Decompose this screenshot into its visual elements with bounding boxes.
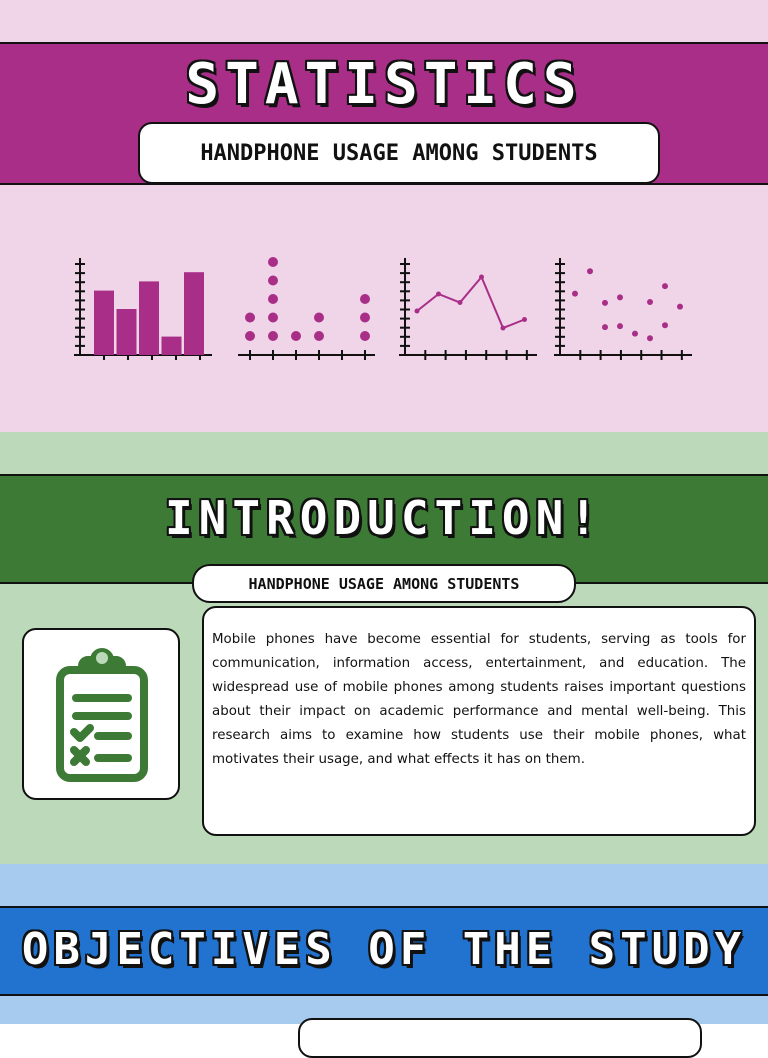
chart-4-point (617, 294, 623, 300)
chart-4-point (647, 335, 653, 341)
chart-3-point (436, 292, 441, 297)
chart-2-dot (314, 313, 324, 323)
chart-2-dot (268, 313, 278, 323)
introduction-body: Mobile phones have become essential for students, serving as tools for communication, information access, entertainment, and education. The widespread use of mobile phones among students raises important questions about their impact on academic performance and mental well-being. This research aims to examine how students use their mobile phones, what motivates their usage, and what effects it has on them. (212, 632, 746, 767)
chart-4-point (587, 268, 593, 274)
chart-2-dot (360, 313, 370, 323)
chart-3-point (415, 309, 420, 314)
objectives-banner (0, 906, 768, 996)
introduction-title: INTRODUCTION! (164, 491, 604, 545)
chart-1-bar (162, 337, 182, 355)
chart-4-point (602, 324, 608, 330)
chart-1-bar (139, 281, 159, 355)
chart-4-point (677, 304, 683, 310)
chart-2-dot (314, 331, 324, 341)
chart-4-point (572, 291, 578, 297)
chart-2-dot (360, 331, 370, 341)
chart-2-dot (268, 294, 278, 304)
clipboard-checklist-icon (52, 646, 152, 786)
mini-charts (0, 248, 768, 388)
introduction-text-card (202, 606, 756, 836)
objectives-subtitle-box (298, 1018, 702, 1058)
chart-2-dot (268, 331, 278, 341)
chart-4-point (662, 283, 668, 289)
chart-4-point (647, 299, 653, 305)
objectives-title: OBJECTIVES OF THE STUDY (21, 924, 747, 975)
statistics-section (0, 0, 768, 432)
chart-1-bar (117, 309, 137, 355)
introduction-section (0, 432, 768, 864)
objectives-section (0, 864, 768, 1024)
chart-3-point (501, 326, 506, 331)
chart-3-point (479, 275, 484, 280)
chart-4-point (617, 323, 623, 329)
chart-2-dot (268, 276, 278, 286)
chart-1-bar (94, 291, 114, 355)
chart-2-dot (291, 331, 301, 341)
chart-2-dot (245, 313, 255, 323)
chart-4-point (662, 322, 668, 328)
introduction-subtitle: HANDPHONE USAGE AMONG STUDENTS (192, 564, 576, 603)
chart-4-point (632, 331, 638, 337)
chart-3-line (417, 277, 525, 328)
icon-card (22, 628, 180, 800)
chart-2-dot (360, 294, 370, 304)
chart-1-bar (184, 272, 204, 355)
chart-3-point (458, 300, 463, 305)
chart-2-dot (245, 331, 255, 341)
statistics-subtitle: HANDPHONE USAGE AMONG STUDENTS (138, 122, 660, 184)
chart-4-point (602, 300, 608, 306)
statistics-title: STATISTICS (185, 52, 583, 117)
chart-2-dot (268, 257, 278, 267)
chart-3-point (522, 317, 527, 322)
